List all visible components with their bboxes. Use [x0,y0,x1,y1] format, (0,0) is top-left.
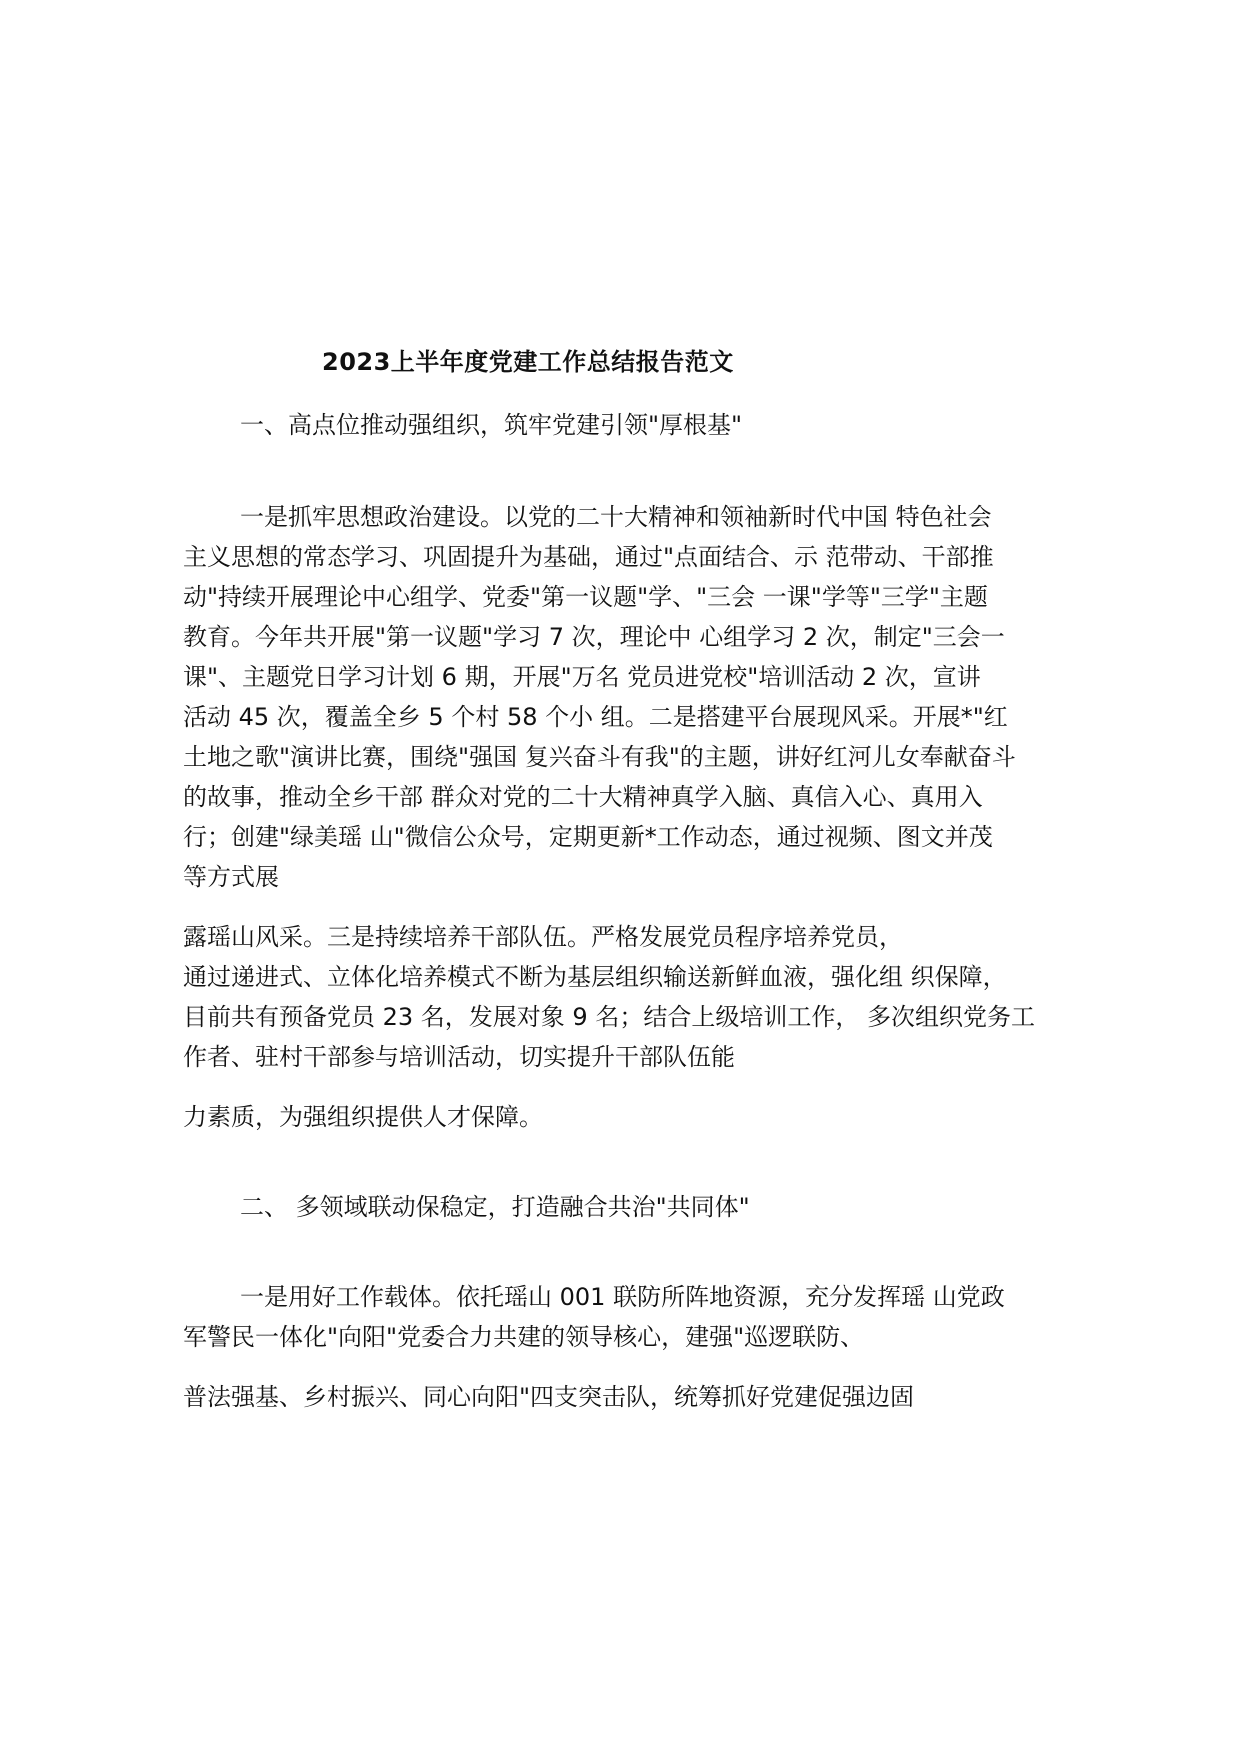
paragraph-line: 作者、驻村干部参与培训活动，切实提升干部队伍能 [183,1043,735,1071]
paragraph-line: 一是抓牢思想政治建设。以党的二十大精神和领袖新时代中国 特色社会 [240,503,992,531]
paragraph-line: 行；创建"绿美瑶 山"微信公众号，定期更新*工作动态，通过视频、图文并茂 [183,823,993,851]
section2-heading: 二、 多领域联动保稳定，打造融合共治"共同体" [240,1193,750,1221]
paragraph-line: 力素质，为强组织提供人才保障。 [183,1103,543,1131]
paragraph-line: 的故事，推动全乡干部 群众对党的二十大精神真学入脑、真信入心、真用入 [183,783,983,811]
paragraph-line: 普法强基、乡村振兴、同心向阳"四支突击队，统筹抓好党建促强边固 [183,1383,915,1411]
paragraph-line: 等方式展 [183,863,279,891]
paragraph-line: 军警民一体化"向阳"党委合力共建的领导核心，建强"巡逻联防、 [183,1323,865,1351]
paragraph-line: 动"持续开展理论中心组学、党委"第一议题"学、"三会 一课"学等"三学"主题 [183,583,988,611]
paragraph-line: 一是用好工作载体。依托瑶山 001 联防所阵地资源，充分发挥瑶 山党政 [240,1283,1005,1311]
paragraph-line: 主义思想的常态学习、巩固提升为基础，通过"点面结合、示 范带动、干部推 [183,543,994,571]
paragraph-line: 土地之歌"演讲比赛，围绕"强国 复兴奋斗有我"的主题，讲好红河儿女奉献奋斗 [183,743,1016,771]
paragraph-line: 课"、主题党日学习计划 6 期，开展"万名 党员进党校"培训活动 2 次，宣讲 [183,663,981,691]
paragraph-line: 通过递进式、立体化培养模式不断为基层组织输送新鲜血液，强化组 织保障， [183,963,1007,991]
paragraph-line: 教育。今年共开展"第一议题"学习 7 次，理论中 心组学习 2 次，制定"三会一 [183,623,1005,651]
paragraph-line: 目前共有预备党员 23 名，发展对象 9 名；结合上级培训工作， 多次组织党务工 [183,1003,1035,1031]
paragraph-line: 露瑶山风采。三是持续培养干部队伍。严格发展党员程序培养党员， [183,923,903,951]
paragraph-line: 活动 45 次，覆盖全乡 5 个村 58 个小 组。二是搭建平台展现风采。开展*"红 [183,703,1008,731]
section1-heading: 一、高点位推动强组织，筑牢党建引领"厚根基" [240,411,743,439]
document-title: 2023上半年度党建工作总结报告范文 [322,348,734,376]
